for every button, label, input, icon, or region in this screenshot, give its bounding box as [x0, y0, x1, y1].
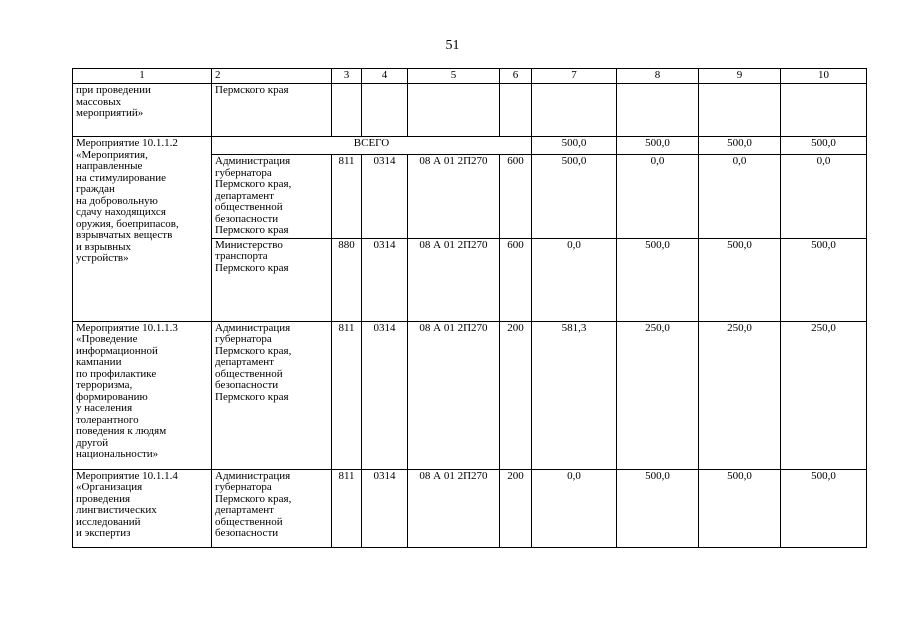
budget-table: [72, 68, 867, 548]
total-label: ВСЕГО: [212, 137, 532, 155]
cell-c4: 0314: [362, 238, 408, 321]
cell-c3: 811: [332, 321, 362, 469]
cell-v10: 500,0: [781, 469, 867, 547]
header-col-6: 6: [500, 69, 532, 84]
header-col-5: 5: [408, 69, 500, 84]
cell-c5: 08 А 01 2П270: [408, 469, 500, 547]
cell-c5: 08 А 01 2П270: [408, 238, 500, 321]
cell-v10: 250,0: [781, 321, 867, 469]
measure-title: Мероприятие 10.1.1.3 «Проведение информационной кампании по профилактике терроризма, формированию у населения толерантного поведения к людям другой национальности»: [76, 321, 178, 460]
cell-c5: 08 А 01 2П270: [408, 321, 500, 469]
cell-v9: 500,0: [699, 238, 781, 321]
cell-v7: 0,0: [532, 469, 617, 547]
cell-c3: 811: [332, 155, 362, 239]
header-col-10: 10: [781, 69, 867, 84]
cell-c3: 880: [332, 238, 362, 321]
page-number: 51: [445, 38, 460, 53]
cell-c4: 0314: [362, 321, 408, 469]
executor: Администрация губернатора Пермского края, департамент общественной безопасности Пермского края: [215, 155, 292, 236]
header-col-4: 4: [362, 69, 408, 84]
total-value: 500,0: [617, 137, 699, 155]
table-row: [73, 321, 867, 469]
cell-v8: 250,0: [617, 321, 699, 469]
executor: Администрация губернатора Пермского края, департамент общественной безопасности: [215, 469, 292, 539]
cell-v7: 500,0: [532, 155, 617, 239]
executor: Администрация губернатора Пермского края, департамент общественной безопасности Пермского края: [215, 321, 292, 403]
table-row: [73, 469, 867, 547]
cell-v8: 500,0: [617, 238, 699, 321]
cell-v7: 0,0: [532, 238, 617, 321]
executor: Пермского края: [215, 84, 289, 96]
cell-v9: 500,0: [699, 469, 781, 547]
cell-c4: 0314: [362, 155, 408, 239]
executor: Министерство транспорта Пермского края: [215, 238, 289, 274]
measure-title: при проведении массовых мероприятий»: [76, 84, 151, 119]
total-value: 500,0: [699, 137, 781, 155]
cell-c4: 0314: [362, 469, 408, 547]
header-col-7: 7: [532, 69, 617, 84]
header-col-3: 3: [332, 69, 362, 84]
cell-c6: 600: [500, 238, 532, 321]
header-col-2: 2: [212, 69, 332, 84]
cell-c6: 200: [500, 321, 532, 469]
cell-v9: 0,0: [699, 155, 781, 239]
cell-c6: 200: [500, 469, 532, 547]
cell-c3: 811: [332, 469, 362, 547]
cell-c6: 600: [500, 155, 532, 239]
table-row-total: [73, 137, 867, 155]
header-row: [73, 69, 867, 84]
table-row: [73, 84, 867, 137]
measure-title: Мероприятие 10.1.1.4 «Организация проведения лингвистических исследований и экспертиз: [76, 469, 178, 539]
cell-c5: 08 А 01 2П270: [408, 155, 500, 239]
header-col-9: 9: [699, 69, 781, 84]
cell-v10: 0,0: [781, 155, 867, 239]
header-col-8: 8: [617, 69, 699, 84]
header-col-1: 1: [73, 69, 212, 84]
cell-v7: 581,3: [532, 321, 617, 469]
cell-v10: 500,0: [781, 238, 867, 321]
cell-v9: 250,0: [699, 321, 781, 469]
measure-title: Мероприятие 10.1.1.2 «Мероприятия, направленные на стимулирование граждан на добровольную сдачу находящихся оружия, боеприпасов, взрывчатых веществ и взрывных устройств»: [76, 137, 179, 264]
cell-v8: 0,0: [617, 155, 699, 239]
total-value: 500,0: [532, 137, 617, 155]
cell-v8: 500,0: [617, 469, 699, 547]
total-value: 500,0: [781, 137, 867, 155]
